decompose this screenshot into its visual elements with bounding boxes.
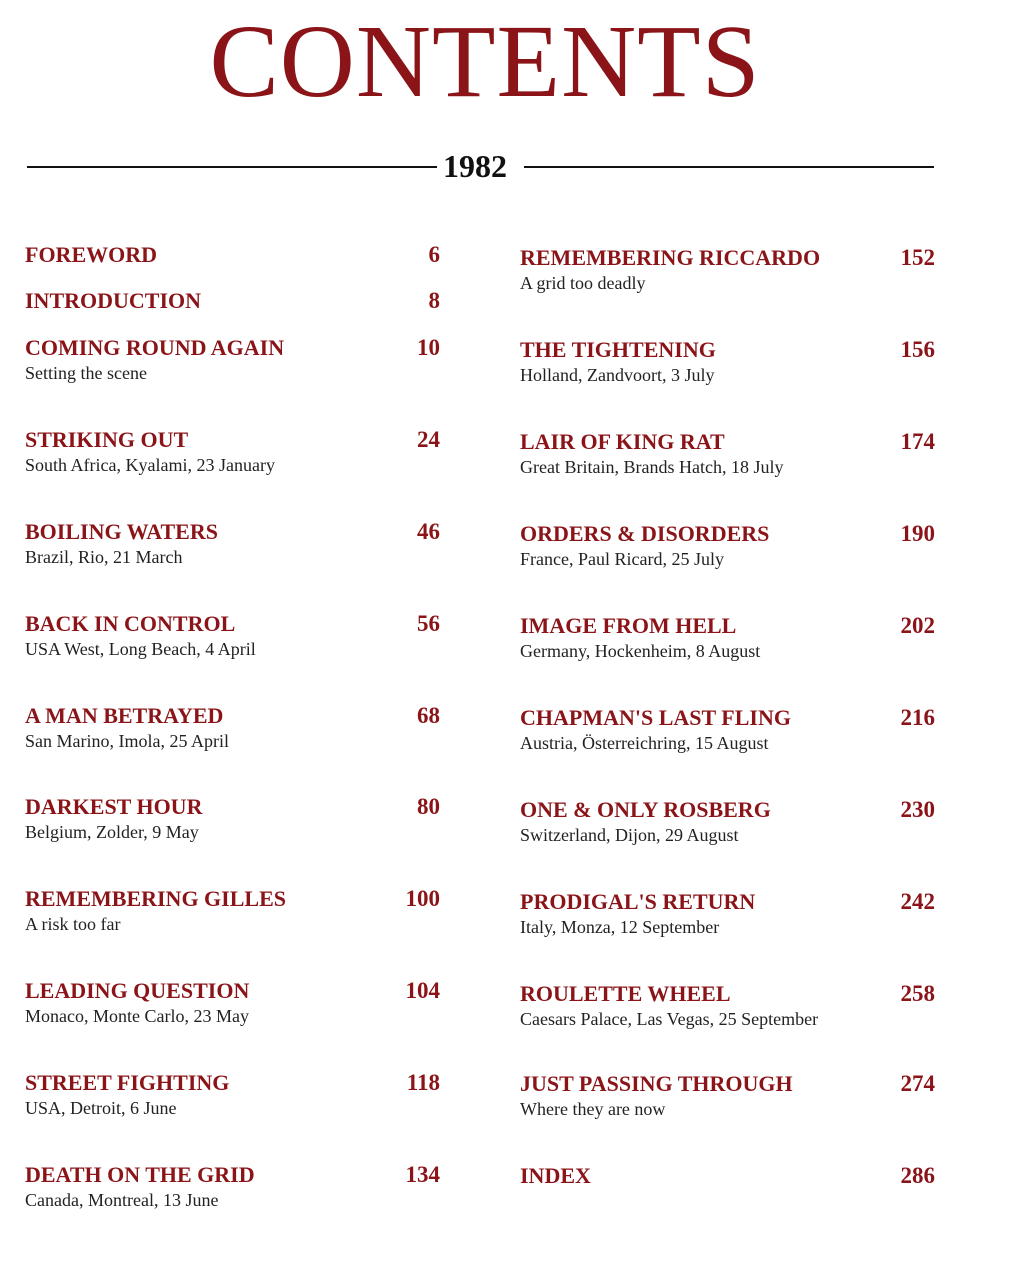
entry-heading: IMAGE FROM HELL xyxy=(520,613,737,638)
toc-entry xyxy=(520,797,935,847)
entry-heading: STREET FIGHTING xyxy=(25,1070,230,1095)
entry-subtitle: Germany, Hockenheim, 8 August xyxy=(520,641,761,661)
toc-entry xyxy=(520,337,935,387)
toc-entry xyxy=(520,613,935,663)
entry-subtitle: A risk too far xyxy=(25,914,121,934)
entry-page-number: 80 xyxy=(417,794,440,819)
divider-left xyxy=(27,166,437,168)
toc-entry xyxy=(25,242,440,268)
entry-page-number: 202 xyxy=(900,613,935,638)
entry-subtitle: Austria, Österreichring, 15 August xyxy=(520,733,769,753)
entry-subtitle: A grid too deadly xyxy=(520,273,646,293)
toc-entry xyxy=(25,288,440,314)
entry-heading: FOREWORD xyxy=(25,242,157,267)
entry-heading: ONE & ONLY ROSBERG xyxy=(520,797,771,822)
entry-subtitle: Belgium, Zolder, 9 May xyxy=(25,822,199,842)
entry-subtitle: Where they are now xyxy=(520,1099,666,1119)
toc-entry xyxy=(520,1071,935,1121)
entry-subtitle: USA, Detroit, 6 June xyxy=(25,1098,177,1118)
toc-entry xyxy=(25,886,440,936)
entry-page-number: 190 xyxy=(900,521,935,546)
toc-entry xyxy=(25,1070,440,1120)
entry-subtitle: Great Britain, Brands Hatch, 18 July xyxy=(520,457,784,477)
entry-page-number: 24 xyxy=(417,427,440,452)
entry-heading: LEADING QUESTION xyxy=(25,978,250,1003)
entry-heading: JUST PASSING THROUGH xyxy=(520,1071,793,1096)
entry-heading: CHAPMAN'S LAST FLING xyxy=(520,705,791,730)
entry-page-number: 242 xyxy=(900,889,935,914)
toc-entry xyxy=(25,519,440,569)
toc-entry xyxy=(25,611,440,661)
entry-subtitle: Setting the scene xyxy=(25,363,147,383)
entry-heading: ROULETTE WHEEL xyxy=(520,981,731,1006)
entry-page-number: 258 xyxy=(900,981,935,1006)
entry-subtitle: Brazil, Rio, 21 March xyxy=(25,547,183,567)
entry-subtitle: San Marino, Imola, 25 April xyxy=(25,731,229,751)
entry-subtitle: Caesars Palace, Las Vegas, 25 September xyxy=(520,1009,819,1029)
toc-entry xyxy=(25,427,440,477)
entry-heading: REMEMBERING GILLES xyxy=(25,886,286,911)
entry-heading: INDEX xyxy=(520,1163,591,1188)
entry-page-number: 68 xyxy=(417,703,440,728)
entry-subtitle: France, Paul Ricard, 25 July xyxy=(520,549,724,569)
toc-entry xyxy=(25,335,440,385)
entry-page-number: 46 xyxy=(417,519,440,544)
entry-subtitle: Canada, Montreal, 13 June xyxy=(25,1190,219,1210)
entry-subtitle: South Africa, Kyalami, 23 January xyxy=(25,455,275,475)
divider-right xyxy=(524,166,934,168)
entry-heading: PRODIGAL'S RETURN xyxy=(520,889,756,914)
entry-heading: STRIKING OUT xyxy=(25,427,189,452)
entry-page-number: 274 xyxy=(900,1071,935,1096)
entry-page-number: 118 xyxy=(406,1070,440,1095)
entry-heading: DARKEST HOUR xyxy=(25,794,203,819)
toc-entry xyxy=(25,978,440,1028)
entry-subtitle: Holland, Zandvoort, 3 July xyxy=(520,365,715,385)
entry-heading: BOILING WATERS xyxy=(25,519,218,544)
entry-heading: COMING ROUND AGAIN xyxy=(25,335,285,360)
toc-entry xyxy=(520,981,935,1031)
entry-subtitle: Italy, Monza, 12 September xyxy=(520,917,720,937)
entry-page-number: 156 xyxy=(900,337,935,362)
entry-page-number: 286 xyxy=(900,1163,935,1188)
entry-page-number: 10 xyxy=(417,335,440,360)
entry-page-number: 104 xyxy=(405,978,440,1003)
entry-page-number: 216 xyxy=(900,705,935,730)
entry-page-number: 56 xyxy=(417,611,440,636)
entry-page-number: 174 xyxy=(900,429,935,454)
toc-entry xyxy=(520,521,935,571)
toc-entry xyxy=(520,245,935,295)
entry-heading: ORDERS & DISORDERS xyxy=(520,521,770,546)
toc-entry xyxy=(520,1163,935,1189)
toc-entry xyxy=(520,705,935,755)
entry-page-number: 100 xyxy=(405,886,440,911)
toc-entry xyxy=(25,1162,440,1212)
entry-heading: DEATH ON THE GRID xyxy=(25,1162,255,1187)
year-heading: 1982 xyxy=(443,148,507,184)
entry-heading: REMEMBERING RICCARDO xyxy=(520,245,821,270)
entry-subtitle: Monaco, Monte Carlo, 23 May xyxy=(25,1006,249,1026)
entry-page-number: 8 xyxy=(428,288,440,313)
entry-heading: LAIR OF KING RAT xyxy=(520,429,725,454)
entry-subtitle: USA West, Long Beach, 4 April xyxy=(25,639,256,659)
entry-subtitle: Switzerland, Dijon, 29 August xyxy=(520,825,739,845)
entry-heading: BACK IN CONTROL xyxy=(25,611,236,636)
entry-heading: INTRODUCTION xyxy=(25,288,202,313)
entry-page-number: 6 xyxy=(428,242,440,267)
toc-entry xyxy=(520,429,935,479)
entry-page-number: 152 xyxy=(900,245,935,270)
toc-entry xyxy=(25,794,440,844)
entry-page-number: 230 xyxy=(900,797,935,822)
toc-entry xyxy=(520,889,935,939)
entry-heading: A MAN BETRAYED xyxy=(25,703,224,728)
entry-page-number: 134 xyxy=(405,1162,440,1187)
entry-heading: THE TIGHTENING xyxy=(520,337,716,362)
toc-entry xyxy=(25,703,440,753)
page-title: CONTENTS xyxy=(209,4,761,119)
